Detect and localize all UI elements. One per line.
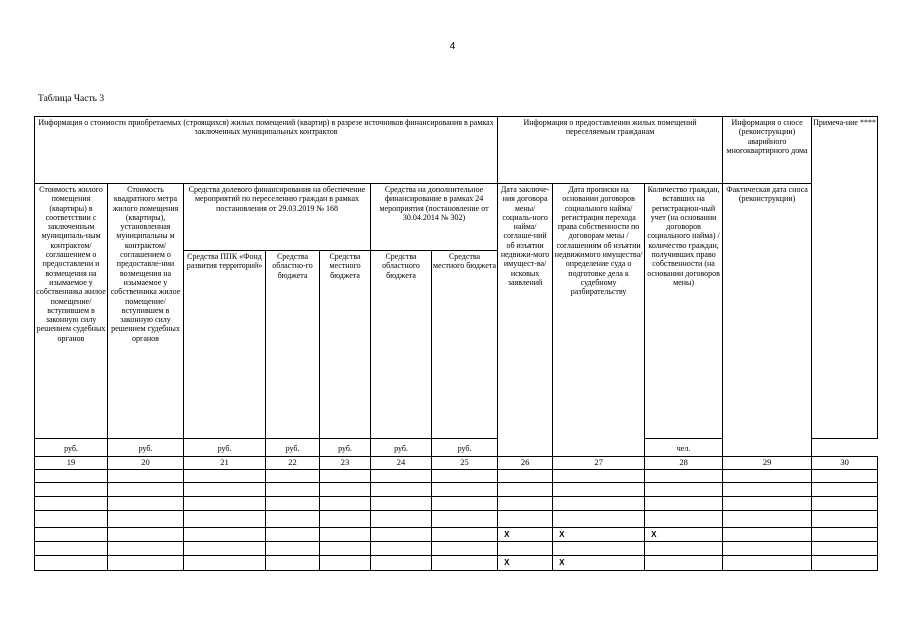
column-number: 26 [498, 457, 553, 470]
column-number: 27 [553, 457, 645, 470]
column-number: 25 [432, 457, 498, 470]
x-mark: X [645, 528, 723, 542]
group-demolition-header: Информация о сносе (реконструкции) аварийного многоквартирного дома [723, 117, 812, 184]
x-mark: X [498, 556, 553, 571]
column-number: 20 [108, 457, 184, 470]
column-number: 29 [723, 457, 812, 470]
col21-header: Средства ППК «Фонд развития территорий» [184, 251, 266, 439]
x-mark: X [553, 528, 645, 542]
page-number: 4 [449, 41, 456, 52]
col29-header: Фактическая дата сноса (реконструкции) [723, 184, 812, 457]
unit-col22: руб. [266, 439, 320, 457]
table-row [35, 542, 878, 556]
unit-col20: руб. [108, 439, 184, 457]
col24-header: Средства областного бюджета [371, 251, 432, 439]
data-table [34, 116, 878, 571]
column-number: 19 [35, 457, 108, 470]
unit-col23: руб. [320, 439, 371, 457]
col22-header: Средства областно-го бюджета [266, 251, 320, 439]
group-header-row [35, 117, 878, 184]
column-number: 30 [812, 457, 878, 470]
table-row [35, 483, 878, 497]
col26-header: Дата заключе-ния договора мены/ социаль-ного найма/ соглаше-ний об изъятии недвижи-мого имущест-ва/ исковых заявлений [498, 184, 553, 457]
column-number: 23 [320, 457, 371, 470]
x-mark: X [498, 528, 553, 542]
unit-col21: руб. [184, 439, 266, 457]
subgroup-header-row [35, 184, 878, 251]
group-provision-header: Информация о предоставлении жилых помещений переселяемым гражданам [498, 117, 723, 184]
column-number: 21 [184, 457, 266, 470]
column-number: 22 [266, 457, 320, 470]
column-numbers-row [35, 457, 878, 470]
shared-funds-header: Средства долевого финансирования на обеспечение мероприятий по переселению граждан в рамках постановления от 29.03.2019 № 168 [184, 184, 371, 251]
unit-col24: руб. [371, 439, 432, 457]
x-mark: X [553, 556, 645, 571]
group-cost-header: Информация о стоимости приобретаемых (строящихся) жилых помещений (квартир) в разрезе источников финансирования в рамках заключенных муниципальных контрактов [35, 117, 498, 184]
col19-header: Стоимость жилого помещения (квартиры) в соответствии с заключенным муниципаль-ным контрактом/ соглашением о предоставлени и возмещения на изымаемое у собственника жилое помещение/ вступившем в законную силу решением судебных органов [35, 184, 108, 439]
col20-header: Стоимость квадратного метра жилого помещения (квартиры), установленная муниципальны м контрактом/ соглашением о предоставле-нии возмещения на изымаемое у собственника жилое помещение/ вступившем в законную силу решением судебных органов [108, 184, 184, 439]
notes-header: Примеча-ние **** [812, 117, 878, 439]
table-title: Таблица Часть 3 [38, 94, 105, 104]
unit-col25: руб. [432, 439, 498, 457]
col28-header: Количество граждан, вставших на регистрацион-ный учет (на основании договоров социального найма) / количество граждан, получивших право собственности (на основании договоров мены) [645, 184, 723, 439]
table-row [35, 528, 878, 542]
table-row [35, 497, 878, 511]
unit-col19: руб. [35, 439, 108, 457]
unit-col28: чел. [645, 439, 723, 457]
column-number: 24 [371, 457, 432, 470]
table-row [35, 511, 878, 528]
col27-header: Дата прописки на основании договоров социального найма/регистрация перехода права собственности по договорам мены /соглашениям об изъятии недвижимого имущества/ определение суда о подготовке дела к судебному разбирательству [553, 184, 645, 457]
col23-header: Средства местного бюджета [320, 251, 371, 439]
additional-funds-header: Средства на дополнительное финансирование в рамках 24 мероприятия (постановление от 30.04.2014 № 302) [371, 184, 498, 251]
column-number: 28 [645, 457, 723, 470]
table-row [35, 470, 878, 483]
col25-header: Средства местного бюджета [432, 251, 498, 439]
table-row [35, 556, 878, 571]
